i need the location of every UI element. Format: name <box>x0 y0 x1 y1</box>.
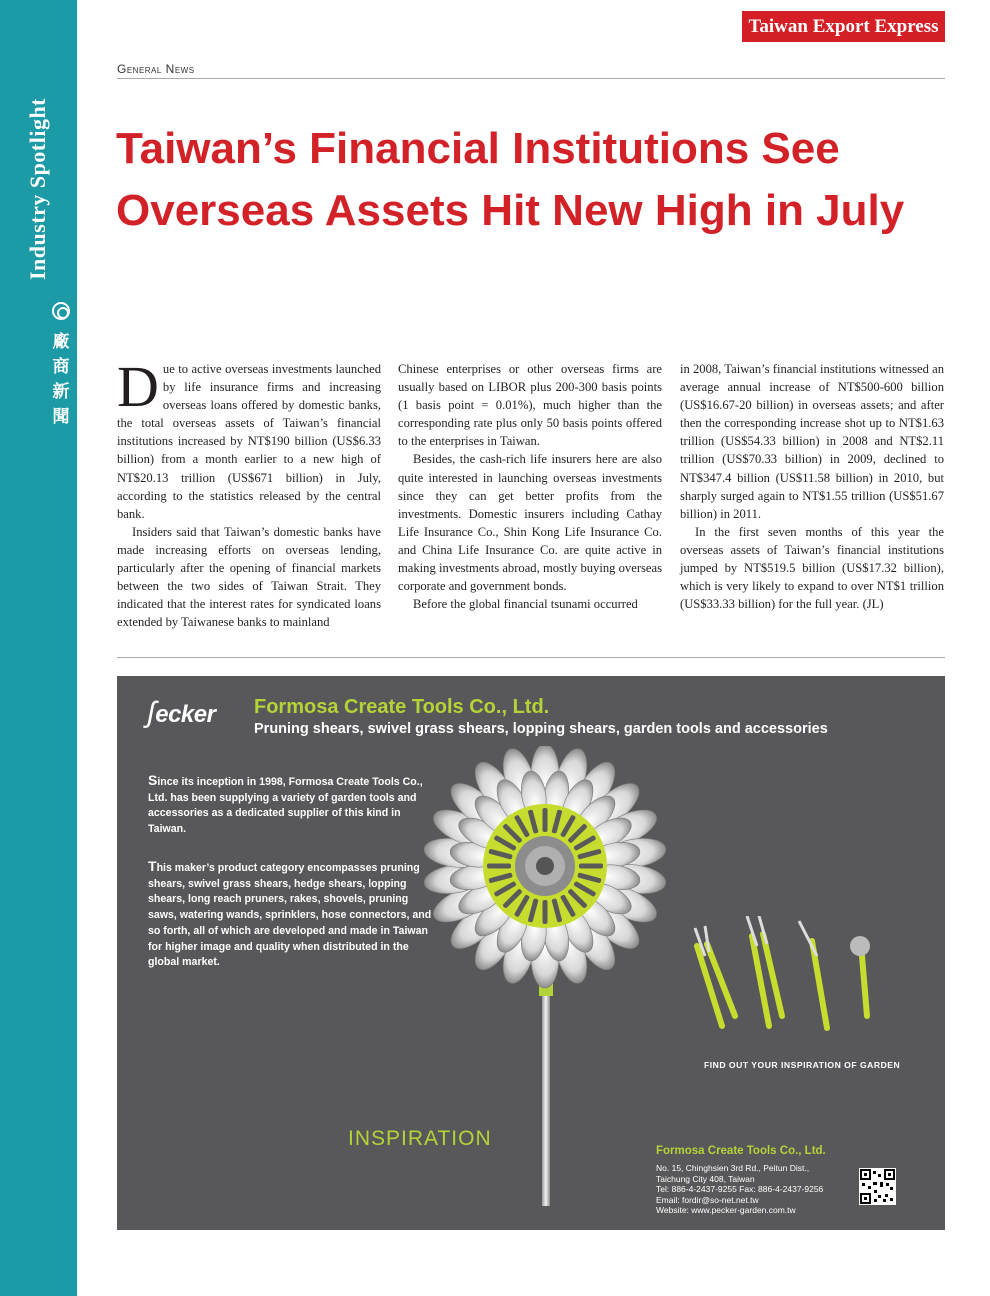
masthead: Taiwan Export Express <box>742 11 945 42</box>
headline-line-2: Overseas Assets Hit New High in July <box>116 186 905 235</box>
flower-spoke <box>543 900 548 924</box>
address-line: No. 15, Chinghsien 3rd Rd., Peitun Dist., <box>656 1163 810 1173</box>
flower-spoke <box>487 864 511 869</box>
divider <box>117 657 945 658</box>
advertisement <box>117 676 945 1230</box>
garden-tools-icon <box>677 916 902 1046</box>
section-label: General News <box>117 62 195 76</box>
ad-company-name: Formosa Create Tools Co., Ltd. <box>254 696 550 718</box>
ad-paragraph: Since its inception in 1998, Formosa Create Tools Co., Ltd. has been supplying a variety of garden tools and accessories as a dedicated supplier of this kind in Taiwan. <box>148 772 423 836</box>
flower-spoke <box>543 808 548 832</box>
paragraph-text: ue to active overseas investments launched by life insurance firms and increasing overseas loans offered by domestic banks, the total overseas assets of Taiwan’s financial institutions increased by NT$190 billion (US$6.33 billion) from a month earlier to a new high of NT$20.13 trillion (US$671 billion) in July, according to the statistics released by the central bank. <box>117 362 381 521</box>
contact-details <box>656 1163 823 1216</box>
contact-company: Formosa Create Tools Co., Ltd. <box>656 1145 826 1157</box>
paragraph: Insiders said that Taiwan’s domestic banks have made increasing efforts on overseas lending, particularly after the opening of financial markets between the two sides of Taiwan Strait. They indicated that the interest rates for syndicated loans extended by Taiwanese banks to mainland <box>117 524 381 630</box>
article-column-2 <box>398 360 662 613</box>
ad-slogan: FIND OUT YOUR INSPIRATION OF GARDEN <box>704 1060 901 1070</box>
page-title <box>116 118 956 242</box>
paragraph <box>117 354 381 523</box>
pecker-logo: ʃecker <box>147 696 216 729</box>
sidebar-title-chinese: 廠商新聞 <box>52 332 70 427</box>
ad-paragraph: This maker’s product category encompasses pruning shears, swivel grass shears, hedge shears, lopping shears, long reach pruners, rakes, shovels, pruning saws, watering wands, sprinklers, hose connectors, and so forth, all of which are developed and made in Taiwan for higher image and quality when distributed in the global market. <box>148 858 432 969</box>
qr-code-graphic <box>859 1168 896 1205</box>
circle-icon <box>52 302 70 320</box>
drop-cap: D <box>117 354 159 419</box>
article-column-1 <box>117 354 381 631</box>
paragraph: In the first seven months of this year the overseas assets of Taiwan’s financial institutions jumped by NT$519.5 billion (US$17.32 billion), which is very likely to expand to over NT$1 trillion (US$33.33 billion) for the full year. (JL) <box>680 524 944 612</box>
website: Website: www.pecker-garden.com.tw <box>656 1205 796 1216</box>
paragraph: in 2008, Taiwan’s financial institutions witnessed an average annual increase of NT$500-600 billion (US$16.67-20 billion) in overseas assets; and after then the corresponding increase shot up to NT$1.63 trillion (US$54.33 billion) in 2008 and NT$2.11 trillion (US$70.33 billion) in 2009, declined to NT$347.4 billion (US$11.58 billion) in 2010, but sharply surged again to NT$1.55 trillion (US$51.67 billion) in 2011. <box>680 362 944 521</box>
divider <box>117 78 945 79</box>
ad-inspiration: INSPIRATION <box>348 1127 492 1150</box>
email: Email: fordir@so-net.net.tw <box>656 1194 759 1205</box>
phone-fax: Tel: 886-4-2437-9255 Fax: 886-4-2437-9256 <box>656 1184 824 1195</box>
ad-tagline: Pruning shears, swivel grass shears, lopping shears, garden tools and accessories <box>254 721 828 737</box>
article-column-3 <box>680 360 944 613</box>
paragraph: Chinese enterprises or other overseas firms are usually based on LIBOR plus 200-300 basis points (1 basis point = 0.01%), much higher than the corresponding rate plus only 50 basis points offered to the enterprises in Taiwan. <box>398 362 662 449</box>
headline-line-1: Taiwan’s Financial Institutions See <box>116 124 840 173</box>
paragraph: Besides, the cash-rich life insurers here are also quite interested in launching overseas investments since they can get better profits from the investments. Domestic insurers including Cathay Life Insurance Co., Shin Kong Life Insurance Co. and China Life Insurance Co. are quite active in making investments abroad, mostly buying overseas corporate and government bonds. <box>398 452 662 594</box>
sidebar-title: Industry Spotlight <box>25 97 50 280</box>
qr-code-icon <box>859 1168 896 1205</box>
flower-spoke <box>579 864 603 869</box>
address-line: Taichung City 408, Taiwan <box>656 1173 755 1184</box>
paragraph: Before the global financial tsunami occurred <box>413 597 638 612</box>
sidebar-label <box>4 80 74 440</box>
